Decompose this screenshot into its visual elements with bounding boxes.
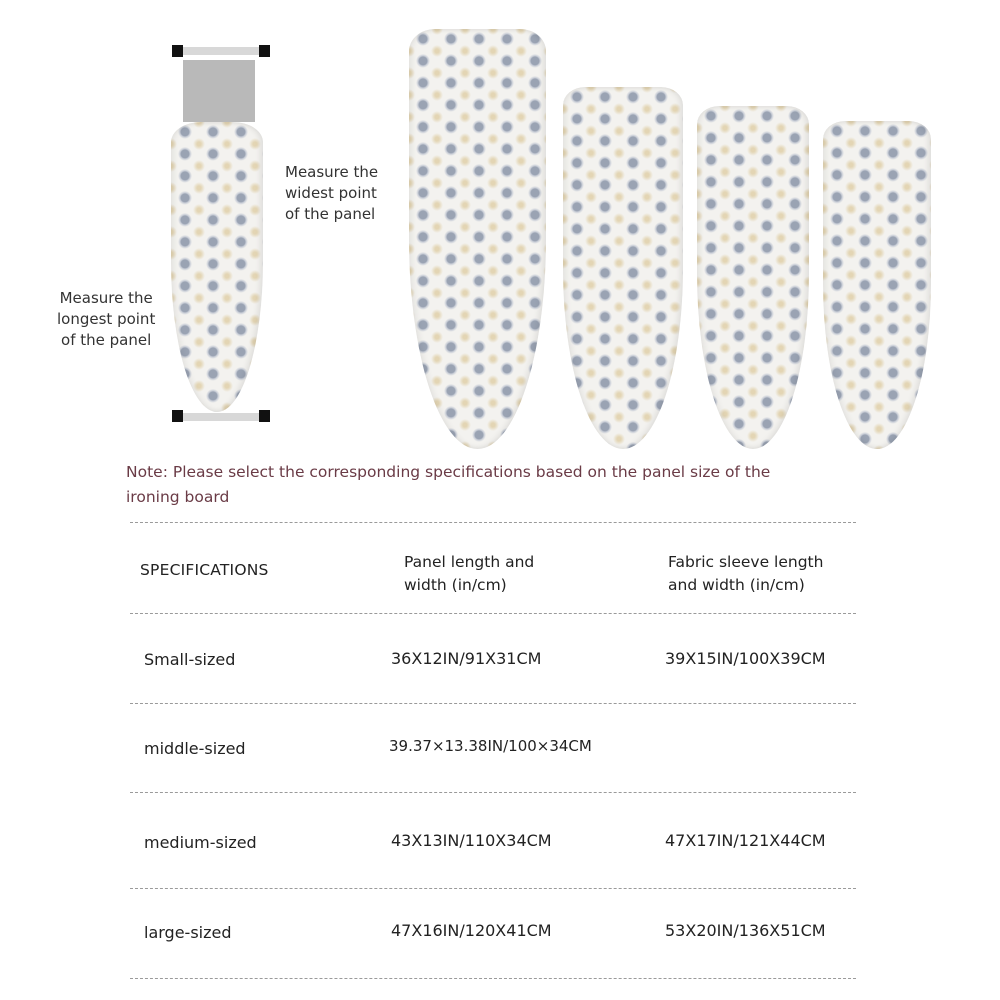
row-panel: 39.37×13.38IN/100×34CM [389, 737, 592, 755]
row-panel: 36X12IN/91X31CM [391, 649, 542, 668]
table-rule [130, 703, 856, 704]
header-sleeve-line-1: Fabric sleeve length [668, 553, 824, 571]
bottom-right-foot [259, 410, 270, 422]
row-sleeve: 39X15IN/100X39CM [665, 649, 826, 668]
longest-line-2: longest point [57, 310, 156, 328]
row-sleeve: 47X17IN/121X44CM [665, 831, 826, 850]
longest-line-3: of the panel [61, 331, 152, 349]
selection-note: Note: Please select the corresponding specifications based on the panel size of the ironing board [126, 463, 771, 506]
longest-point-label [57, 288, 155, 351]
row-size: large-sized [144, 923, 232, 942]
header-panel-line-1: Panel length and [404, 553, 535, 571]
board-cover-middle [697, 106, 809, 449]
widest-line-2: widest point [285, 184, 377, 202]
widest-line-3: of the panel [285, 205, 376, 223]
board-cover-large [409, 29, 546, 449]
header-sleeve-size [668, 551, 823, 597]
header-panel-size [404, 551, 534, 597]
row-size: middle-sized [144, 739, 246, 758]
row-size: Small-sized [144, 650, 236, 669]
iron-rest-plate [183, 60, 255, 122]
table-rule [130, 888, 856, 889]
row-panel: 43X13IN/110X34CM [391, 831, 552, 850]
diagram-board-panel [171, 122, 263, 412]
table-rule [130, 613, 856, 614]
table-rule [130, 978, 856, 979]
top-right-foot [259, 45, 270, 57]
table-rule [130, 792, 856, 793]
longest-line-1: Measure the [59, 289, 153, 307]
header-panel-line-2: width (in/cm) [404, 576, 507, 594]
board-cover-medium [563, 87, 683, 449]
bottom-left-foot [172, 410, 183, 422]
row-panel: 47X16IN/120X41CM [391, 921, 552, 940]
row-size: medium-sized [144, 833, 257, 852]
bottom-leg-bar [178, 413, 264, 421]
header-specifications: SPECIFICATIONS [140, 561, 269, 579]
widest-line-1: Measure the [285, 163, 379, 181]
top-leg-bar [178, 47, 264, 55]
widest-point-label [285, 162, 378, 225]
table-rule [130, 522, 856, 523]
row-sleeve: 53X20IN/136X51CM [665, 921, 826, 940]
board-cover-small [823, 121, 931, 449]
top-left-foot [172, 45, 183, 57]
header-sleeve-line-2: and width (in/cm) [668, 576, 805, 594]
